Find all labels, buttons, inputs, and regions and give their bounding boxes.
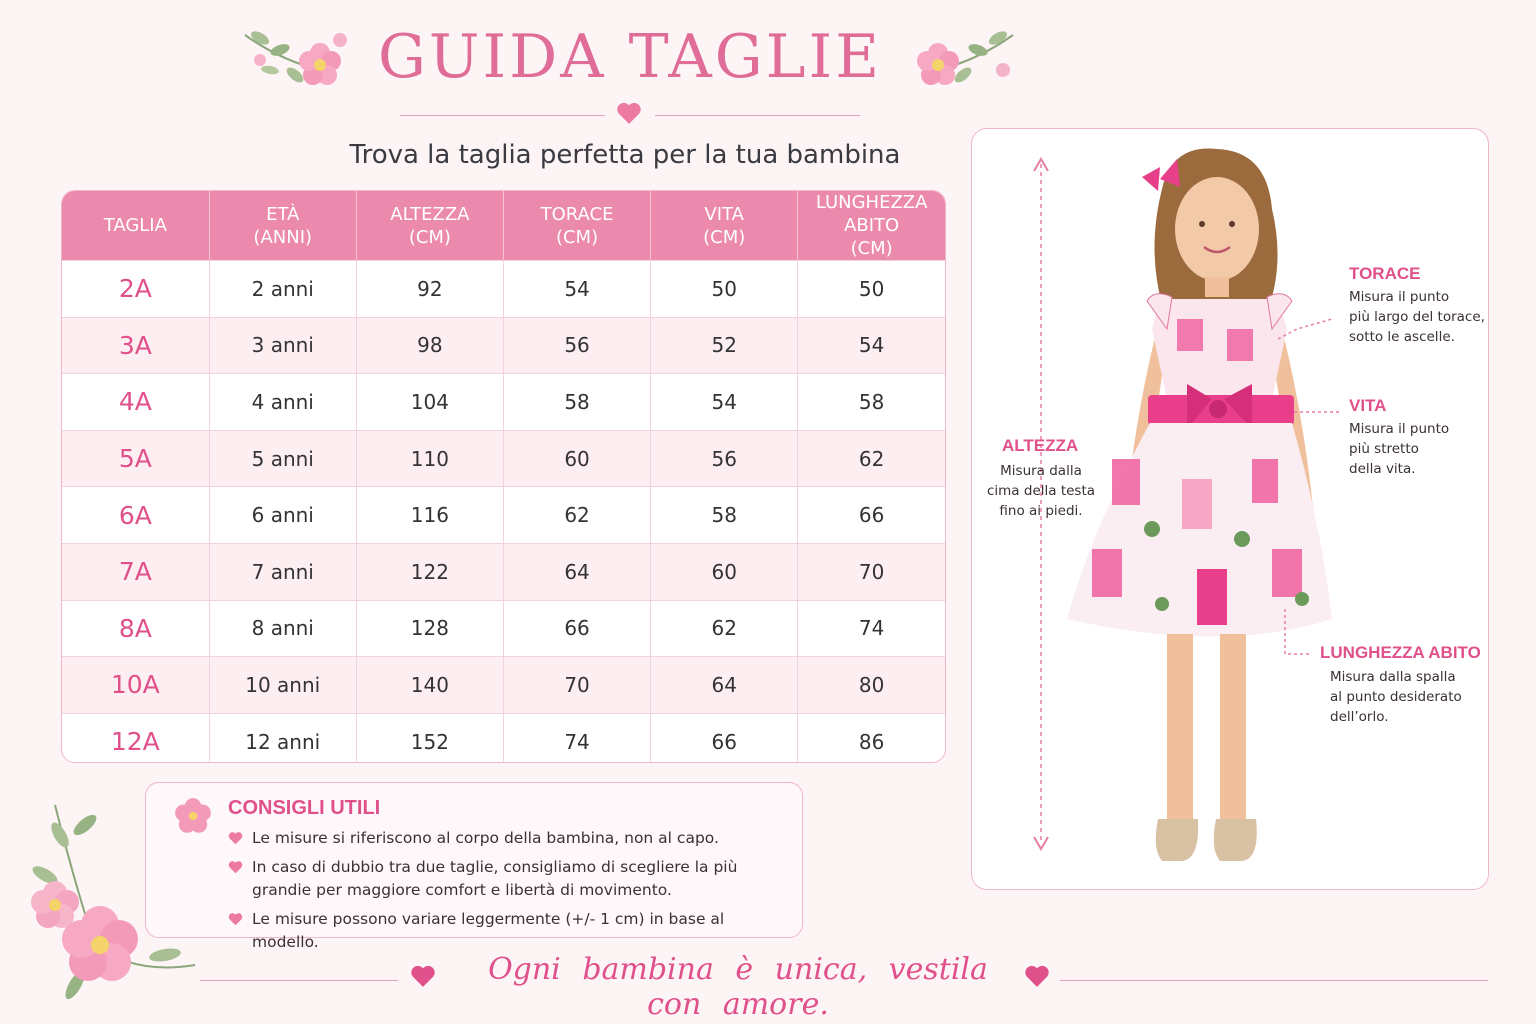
table-cell: 66 <box>798 487 945 544</box>
tip-item: Le misure si riferiscono al corpo della bambina, non al capo. <box>228 827 788 850</box>
heart-icon <box>228 912 243 926</box>
measure-label-altezza: ALTEZZA <box>1002 436 1079 455</box>
measurement-panel <box>971 128 1489 890</box>
header-torace: TORACE (CM) <box>503 191 650 261</box>
measure-label-vita: VITA <box>1349 396 1387 415</box>
tips-box <box>145 782 803 951</box>
header-lunghezza-abito: LUNGHEZZA ABITO (CM) <box>798 191 945 261</box>
table-row <box>62 430 945 487</box>
table-cell: 54 <box>798 317 945 374</box>
heart-icon <box>228 860 243 874</box>
table-cell: 7 anni <box>209 543 356 600</box>
flower-decoration-left <box>240 20 350 100</box>
size-cell: 2A <box>62 261 209 318</box>
table-cell: 6 anni <box>209 487 356 544</box>
table-row <box>62 543 945 600</box>
size-cell: 10A <box>62 657 209 714</box>
table-row <box>62 657 945 714</box>
measure-label-torace: TORACE <box>1349 264 1421 283</box>
measure-label-lunghezza-abito: LUNGHEZZA ABITO <box>1320 643 1481 662</box>
table-cell: 74 <box>798 600 945 657</box>
footer-divider-left <box>200 980 398 981</box>
heart-icon <box>616 100 642 126</box>
table-cell: 58 <box>503 374 650 431</box>
footer-quote: Ogni bambina è unica, vestila con amore. <box>488 952 988 1022</box>
table-cell: 58 <box>651 487 798 544</box>
table-cell: 60 <box>651 543 798 600</box>
title-divider-left <box>400 115 605 116</box>
table-cell: 86 <box>798 713 945 763</box>
tip-item: Le misure possono variare leggermente (+/- 1 cm) in base al modello. <box>228 908 788 954</box>
table-cell: 56 <box>651 430 798 487</box>
measure-desc-torace: Misura il punto più largo del torace, sotto le ascelle. <box>1349 289 1485 345</box>
table-cell: 60 <box>503 430 650 487</box>
table-cell: 64 <box>651 657 798 714</box>
table-cell: 50 <box>651 261 798 318</box>
header-eta: ETÀ (ANNI) <box>209 191 356 261</box>
table-cell: 52 <box>651 317 798 374</box>
size-cell: 12A <box>62 713 209 763</box>
size-table <box>61 190 946 763</box>
table-cell: 92 <box>356 261 503 318</box>
table-row <box>62 487 945 544</box>
size-cell: 3A <box>62 317 209 374</box>
table-cell: 66 <box>503 600 650 657</box>
table-cell: 5 anni <box>209 430 356 487</box>
header-vita: VITA (CM) <box>651 191 798 261</box>
header-altezza: ALTEZZA (CM) <box>356 191 503 261</box>
table-row <box>62 261 945 318</box>
measure-desc-vita: Misura il punto più stretto della vita. <box>1349 421 1450 477</box>
table-cell: 152 <box>356 713 503 763</box>
table-cell: 116 <box>356 487 503 544</box>
table-cell: 8 anni <box>209 600 356 657</box>
table-row <box>62 713 945 763</box>
size-cell: 5A <box>62 430 209 487</box>
table-cell: 70 <box>503 657 650 714</box>
table-cell: 74 <box>503 713 650 763</box>
table-cell: 54 <box>503 261 650 318</box>
page-title: GUIDA TAGLIE <box>377 22 883 92</box>
heart-icon <box>1024 964 1050 988</box>
table-row <box>62 317 945 374</box>
table-cell: 80 <box>798 657 945 714</box>
heart-icon <box>228 831 243 845</box>
size-cell: 4A <box>62 374 209 431</box>
table-cell: 3 anni <box>209 317 356 374</box>
table-row <box>62 374 945 431</box>
table-cell: 98 <box>356 317 503 374</box>
heart-icon <box>410 964 436 988</box>
tips-list <box>228 827 788 960</box>
flower-decoration-right <box>908 20 1018 100</box>
size-cell: 7A <box>62 543 209 600</box>
table-row <box>62 600 945 657</box>
table-cell: 62 <box>651 600 798 657</box>
footer-divider-right <box>1060 980 1488 981</box>
table-cell: 128 <box>356 600 503 657</box>
table-cell: 140 <box>356 657 503 714</box>
table-cell: 64 <box>503 543 650 600</box>
flower-icon <box>172 795 214 837</box>
title-divider-right <box>655 115 860 116</box>
table-cell: 12 anni <box>209 713 356 763</box>
table-cell: 50 <box>798 261 945 318</box>
table-cell: 122 <box>356 543 503 600</box>
size-cell: 8A <box>62 600 209 657</box>
table-cell: 56 <box>503 317 650 374</box>
table-cell: 58 <box>798 374 945 431</box>
table-cell: 70 <box>798 543 945 600</box>
table-cell: 110 <box>356 430 503 487</box>
measure-desc-altezza: Misura dalla cima della testa fino ai piedi. <box>986 463 1096 519</box>
header-taglia: TAGLIA <box>62 191 209 261</box>
measure-desc-lunghezza-abito: Misura dalla spalla al punto desiderato dell’orlo. <box>1330 669 1462 725</box>
table-cell: 104 <box>356 374 503 431</box>
table-cell: 66 <box>651 713 798 763</box>
table-cell: 10 anni <box>209 657 356 714</box>
page-subtitle: Trova la taglia perfetta per la tua bambina <box>349 140 901 170</box>
table-cell: 2 anni <box>209 261 356 318</box>
table-cell: 4 anni <box>209 374 356 431</box>
table-cell: 62 <box>798 430 945 487</box>
table-cell: 62 <box>503 487 650 544</box>
size-cell: 6A <box>62 487 209 544</box>
table-header-row <box>62 191 945 261</box>
tip-item: In caso di dubbio tra due taglie, consigliamo di scegliere la più grandie per maggiore comfort e libertà di movimento. <box>228 856 788 902</box>
tips-title: CONSIGLI UTILI <box>228 797 381 819</box>
table-cell: 54 <box>651 374 798 431</box>
